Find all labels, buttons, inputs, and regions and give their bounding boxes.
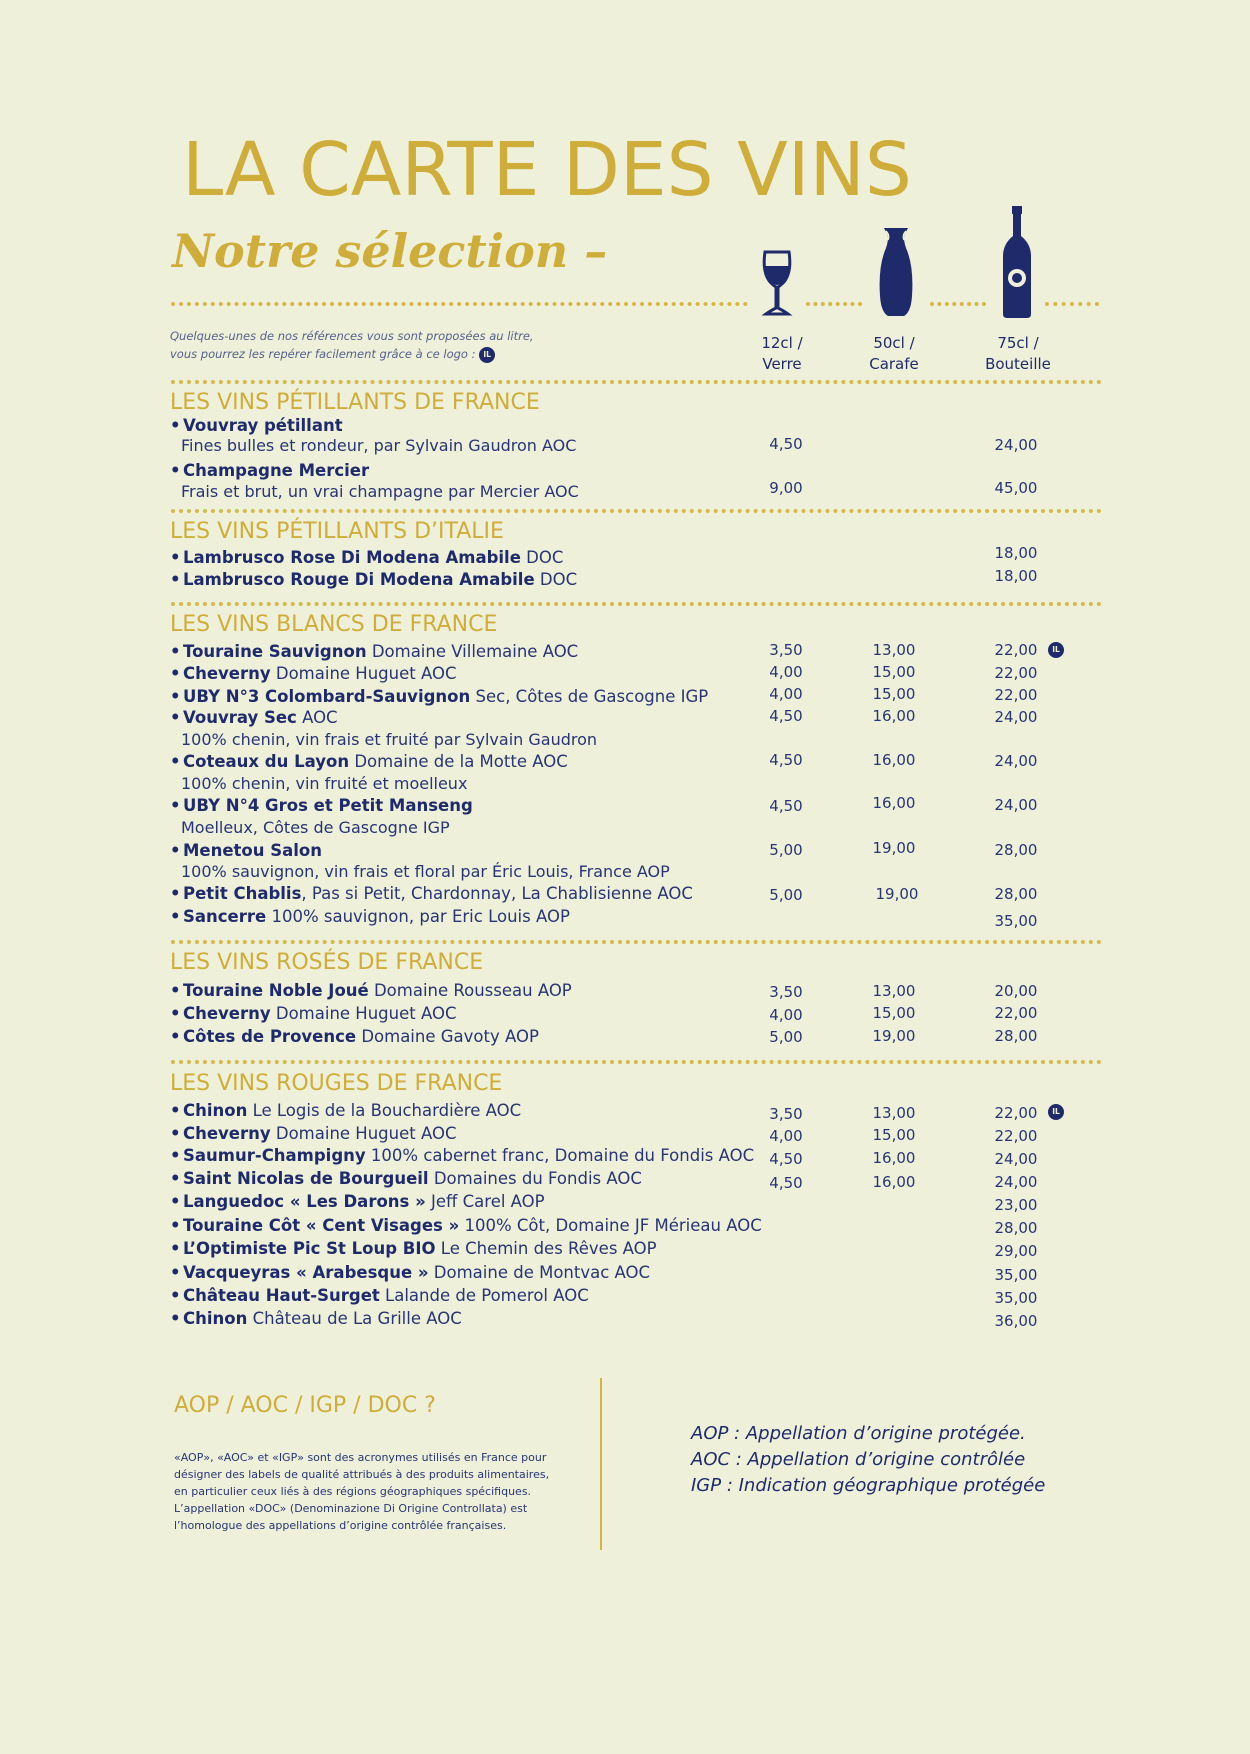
- price-bouteille: 24,00: [994, 796, 1038, 814]
- wine-detail: Domaine Rousseau AOP: [368, 981, 572, 1000]
- section-divider: [171, 380, 1102, 384]
- wine-name: Cheverny: [183, 664, 271, 683]
- wine-name: Touraine Sauvignon: [183, 642, 367, 661]
- wine-item: [170, 415, 1170, 437]
- wine-name: Menetou Salon: [183, 841, 323, 860]
- footer-divider: [600, 1378, 602, 1550]
- page-subtitle: Notre sélection –: [172, 224, 608, 278]
- price-bouteille: 22,00: [994, 686, 1038, 704]
- price-verre: 3,50: [769, 1105, 803, 1123]
- footer-title: AOP / AOC / IGP / DOC ?: [174, 1393, 436, 1418]
- section-title: LES VINS PÉTILLANTS D’ITALIE: [170, 519, 504, 544]
- section-title: LES VINS ROUGES DE FRANCE: [170, 1071, 503, 1096]
- wine-detail: Domaine de la Motte AOC: [349, 752, 568, 771]
- bullet: •: [170, 752, 181, 771]
- bullet: •: [170, 1146, 181, 1165]
- price-verre: 4,00: [769, 1127, 803, 1145]
- section-divider: [171, 940, 1102, 944]
- footer-text-line: l’homologue des appellations d’origine contrôlée françaises.: [174, 1519, 507, 1532]
- wine-name: UBY N°3 Colombard-Sauvignon: [183, 687, 471, 706]
- price-bouteille: 22,00: [994, 1104, 1038, 1122]
- wine-detail: DOC: [520, 548, 564, 567]
- header-divider: [1045, 302, 1099, 306]
- wine-detail: Château de La Grille AOC: [247, 1309, 462, 1328]
- wine-detail: Sec, Côtes de Gascogne IGP: [470, 687, 709, 706]
- price-bouteille: 24,00: [994, 752, 1038, 770]
- wine-description: 100% chenin, vin fruité et moelleux: [181, 774, 468, 793]
- price-verre: 9,00: [769, 479, 803, 497]
- wine-detail: Domaine Huguet AOC: [270, 1004, 457, 1023]
- wine-detail: , Pas si Petit, Chardonnay, La Chablisienne AOC: [301, 884, 693, 903]
- footer-explanation: [174, 1449, 574, 1534]
- bullet: •: [170, 1239, 181, 1258]
- wine-description: 100% chenin, vin frais et fruité par Sylvain Gaudron: [181, 730, 598, 749]
- header-divider: [930, 302, 986, 306]
- price-bouteille: 28,00: [994, 1027, 1038, 1045]
- legend-item: IGP : Indication géographique protégée: [691, 1475, 1046, 1496]
- wine-name: Touraine Noble Joué: [183, 981, 369, 1000]
- price-carafe: 15,00: [872, 663, 916, 681]
- column-header-verre: [727, 333, 837, 375]
- intro-line-text: vous pourrez les repérer facilement grâce à ce logo :: [170, 347, 476, 361]
- price-verre: 4,50: [769, 1174, 803, 1192]
- wine-name: Saumur-Champigny: [183, 1146, 366, 1165]
- price-bouteille: 24,00: [994, 1150, 1038, 1168]
- wine-detail: 100% sauvignon, par Eric Louis AOP: [266, 907, 570, 926]
- wine-name: Côtes de Provence: [183, 1027, 357, 1046]
- wine-detail: Domaine Villemaine AOC: [366, 642, 579, 661]
- wine-name: Cheverny: [183, 1004, 271, 1023]
- intro-line: [170, 345, 590, 363]
- il-logo-icon: IL: [1048, 642, 1064, 658]
- wine-detail: Le Logis de la Bouchardière AOC: [247, 1101, 522, 1120]
- wine-detail: Domaine Huguet AOC: [270, 1124, 457, 1143]
- page-title: LA CARTE DES VINS: [182, 127, 912, 213]
- section-title: LES VINS ROSÉS DE FRANCE: [170, 950, 484, 975]
- bullet: •: [170, 1309, 181, 1328]
- bullet: •: [170, 1124, 181, 1143]
- price-carafe: 19,00: [872, 1027, 916, 1045]
- bullet: •: [170, 664, 181, 683]
- price-bouteille: 22,00: [994, 1004, 1038, 1022]
- bullet: •: [170, 1286, 181, 1305]
- wine-glass-icon: [760, 250, 794, 318]
- wine-description: 100% sauvignon, vin frais et floral par Éric Louis, France AOP: [181, 862, 670, 881]
- column-header-bouteille: [963, 333, 1073, 375]
- price-carafe: 15,00: [872, 1004, 916, 1022]
- wine-name: Vouvray Sec: [183, 708, 297, 727]
- price-verre: 5,00: [769, 841, 803, 859]
- price-verre: 4,50: [769, 707, 803, 725]
- intro-text: [170, 327, 590, 363]
- bullet: •: [170, 907, 181, 926]
- price-verre: 4,00: [769, 1006, 803, 1024]
- price-carafe: 13,00: [872, 641, 916, 659]
- price-verre: 4,50: [769, 435, 803, 453]
- price-bouteille: 23,00: [994, 1196, 1038, 1214]
- wine-description: Fines bulles et rondeur, par Sylvain Gaudron AOC: [181, 436, 577, 455]
- il-logo-icon: IL: [1048, 1104, 1064, 1120]
- price-bouteille: 18,00: [994, 544, 1038, 562]
- column-label: Bouteille: [985, 355, 1051, 373]
- bullet: •: [170, 1004, 181, 1023]
- price-carafe: 16,00: [872, 1149, 916, 1167]
- bullet: •: [170, 416, 181, 435]
- bullet: •: [170, 1263, 181, 1282]
- bullet: •: [170, 1216, 181, 1235]
- legend-item: AOP : Appellation d’origine protégée.: [691, 1423, 1026, 1444]
- price-bouteille: 35,00: [994, 912, 1038, 930]
- carafe-icon: [876, 226, 916, 318]
- legend-item: AOC : Appellation d’origine contrôlée: [691, 1449, 1026, 1470]
- column-size: 75cl /: [997, 334, 1039, 352]
- wine-detail: 100% cabernet franc, Domaine du Fondis AOC: [365, 1146, 755, 1165]
- wine-name: Lambrusco Rouge Di Modena Amabile: [183, 570, 535, 589]
- bullet: •: [170, 1169, 181, 1188]
- price-bouteille: 22,00: [994, 641, 1038, 659]
- price-bouteille: 20,00: [994, 982, 1038, 1000]
- price-bouteille: 18,00: [994, 567, 1038, 585]
- column-label: Verre: [762, 355, 802, 373]
- bullet: •: [170, 981, 181, 1000]
- price-carafe: 16,00: [872, 1173, 916, 1191]
- wine-description: Moelleux, Côtes de Gascogne IGP: [181, 818, 450, 837]
- price-carafe: 13,00: [872, 982, 916, 1000]
- wine-name: UBY N°4 Gros et Petit Manseng: [183, 796, 473, 815]
- column-size: 50cl /: [873, 334, 915, 352]
- wine-name: Vacqueyras « Arabesque »: [183, 1263, 429, 1282]
- price-verre: 3,50: [769, 983, 803, 1001]
- wine-detail: Jeff Carel AOP: [425, 1192, 545, 1211]
- wine-detail: Lalande de Pomerol AOC: [379, 1286, 589, 1305]
- price-bouteille: 45,00: [994, 479, 1038, 497]
- price-verre: 4,50: [769, 751, 803, 769]
- price-verre: 3,50: [769, 641, 803, 659]
- bullet: •: [170, 708, 181, 727]
- price-carafe: 16,00: [872, 707, 916, 725]
- bullet: •: [170, 548, 181, 567]
- wine-name: Cheverny: [183, 1124, 271, 1143]
- price-bouteille: 35,00: [994, 1266, 1038, 1284]
- bullet: •: [170, 570, 181, 589]
- appellation-legend: [691, 1421, 1045, 1499]
- wine-name: L’Optimiste Pic St Loup BIO: [183, 1239, 436, 1258]
- price-carafe: 15,00: [872, 685, 916, 703]
- price-carafe: 16,00: [872, 751, 916, 769]
- il-logo-icon: IL: [479, 347, 495, 363]
- wine-detail: Le Chemin des Rêves AOP: [435, 1239, 657, 1258]
- bullet: •: [170, 642, 181, 661]
- footer-text-line: désigner des labels de qualité attribués à des produits alimentaires,: [174, 1468, 550, 1481]
- wine-name: Champagne Mercier: [183, 461, 370, 480]
- column-label: Carafe: [869, 355, 919, 373]
- wine-name: Languedoc « Les Darons »: [183, 1192, 426, 1211]
- wine-detail: 100% Côt, Domaine JF Mérieau AOC: [459, 1216, 762, 1235]
- column-header-carafe: [839, 333, 949, 375]
- price-carafe: 19,00: [875, 885, 919, 903]
- price-verre: 5,00: [769, 886, 803, 904]
- section-divider: [171, 509, 1102, 513]
- price-bouteille: 28,00: [994, 885, 1038, 903]
- price-verre: 4,50: [769, 1150, 803, 1168]
- price-verre: 5,00: [769, 1028, 803, 1046]
- wine-description: Frais et brut, un vrai champagne par Mercier AOC: [181, 482, 579, 501]
- price-bouteille: 22,00: [994, 664, 1038, 682]
- wine-detail: Domaine Gavoty AOP: [356, 1027, 539, 1046]
- price-carafe: 13,00: [872, 1104, 916, 1122]
- section-divider: [171, 602, 1102, 606]
- bullet: •: [170, 1027, 181, 1046]
- column-size: 12cl /: [761, 334, 803, 352]
- price-bouteille: 29,00: [994, 1242, 1038, 1260]
- footer-text-line: «AOP», «AOC» et «IGP» sont des acronymes utilisés en France pour: [174, 1451, 547, 1464]
- price-bouteille: 24,00: [994, 1173, 1038, 1191]
- price-bouteille: 28,00: [994, 1219, 1038, 1237]
- price-verre: 4,00: [769, 663, 803, 681]
- price-carafe: 15,00: [872, 1126, 916, 1144]
- wine-name: Coteaux du Layon: [183, 752, 350, 771]
- section-title: LES VINS PÉTILLANTS DE FRANCE: [170, 390, 540, 415]
- bullet: •: [170, 841, 181, 860]
- wine-detail: Domaine de Montvac AOC: [428, 1263, 651, 1282]
- price-carafe: 16,00: [872, 794, 916, 812]
- wine-detail: DOC: [534, 570, 578, 589]
- header-divider: [171, 302, 748, 306]
- section-divider: [171, 1060, 1102, 1064]
- bullet: •: [170, 687, 181, 706]
- bullet: •: [170, 796, 181, 815]
- price-bouteille: 24,00: [994, 708, 1038, 726]
- wine-detail: Domaine Huguet AOC: [270, 664, 457, 683]
- wine-name: Petit Chablis: [183, 884, 302, 903]
- bullet: •: [170, 461, 181, 480]
- price-bouteille: 24,00: [994, 436, 1038, 454]
- wine-name: Château Haut-Surget: [183, 1286, 380, 1305]
- price-bouteille: 22,00: [994, 1127, 1038, 1145]
- wine-bottle-icon: [1001, 206, 1033, 318]
- wine-name: Sancerre: [183, 907, 267, 926]
- wine-name: Vouvray pétillant: [183, 416, 343, 435]
- price-carafe: 19,00: [872, 839, 916, 857]
- wine-name: Chinon: [183, 1309, 248, 1328]
- price-bouteille: 35,00: [994, 1289, 1038, 1307]
- price-bouteille: 36,00: [994, 1312, 1038, 1330]
- footer-text-line: L’appellation «DOC» (Denominazione Di Origine Controllata) est: [174, 1502, 528, 1515]
- wine-name: Touraine Côt « Cent Visages »: [183, 1216, 460, 1235]
- wine-name: Lambrusco Rose Di Modena Amabile: [183, 548, 521, 567]
- price-verre: 4,50: [769, 797, 803, 815]
- price-bouteille: 28,00: [994, 841, 1038, 859]
- bullet: •: [170, 1101, 181, 1120]
- bullet: •: [170, 1192, 181, 1211]
- wine-name: Chinon: [183, 1101, 248, 1120]
- wine-detail: AOC: [296, 708, 338, 727]
- wine-detail: Domaines du Fondis AOC: [428, 1169, 642, 1188]
- intro-line: Quelques-unes de nos références vous sont proposées au litre,: [170, 329, 534, 343]
- wine-name: Saint Nicolas de Bourgueil: [183, 1169, 429, 1188]
- price-verre: 4,00: [769, 685, 803, 703]
- header-divider: [806, 302, 862, 306]
- section-title: LES VINS BLANCS DE FRANCE: [170, 612, 498, 637]
- footer-text-line: en particulier ceux liés à des régions géographiques spécifiques.: [174, 1485, 532, 1498]
- bullet: •: [170, 884, 181, 903]
